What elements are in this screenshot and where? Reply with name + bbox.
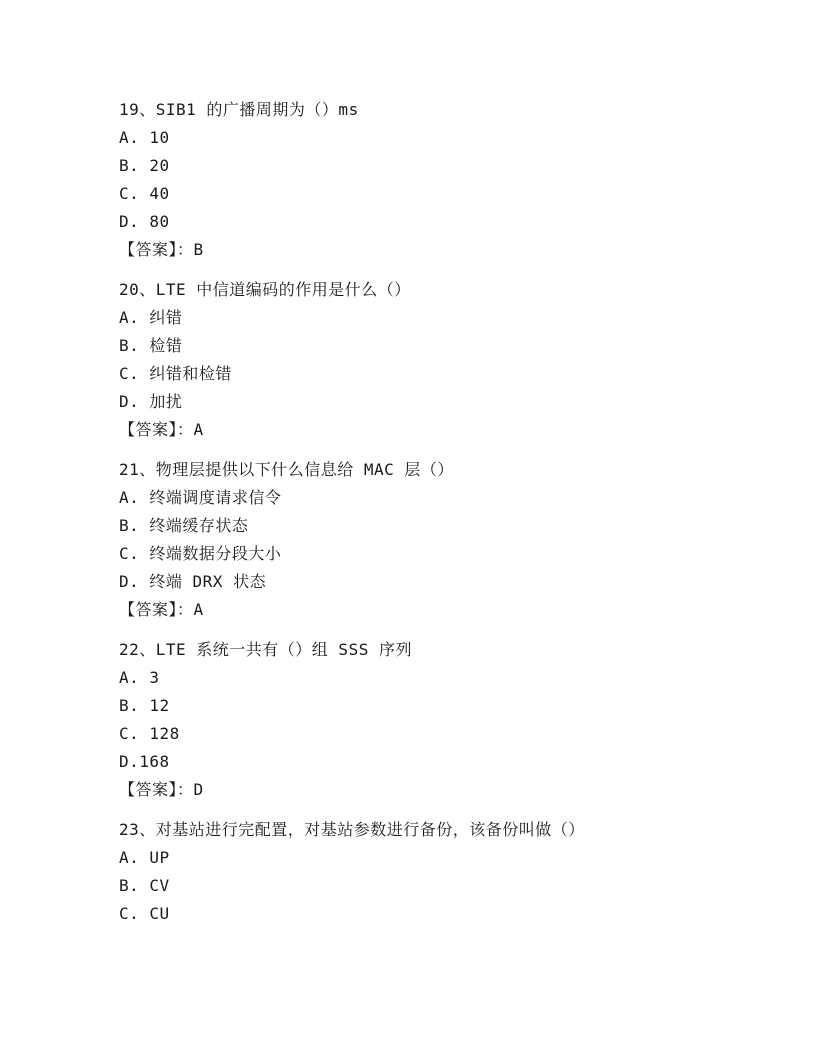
question-title: 22、LTE 系统一共有（）组 SSS 序列 <box>119 640 412 659</box>
option-c: C. 终端数据分段大小 <box>119 544 282 563</box>
option-c: C. CU <box>119 904 170 923</box>
question-19 <box>119 96 719 264</box>
option-a: A. 终端调度请求信令 <box>119 488 282 507</box>
answer-line: 【答案】：A <box>119 420 204 439</box>
option-a: A. 3 <box>119 668 160 687</box>
question-list <box>119 96 719 940</box>
option-d: D.168 <box>119 752 170 771</box>
option-c: C. 纠错和检错 <box>119 364 232 383</box>
option-b: B. 检错 <box>119 336 183 355</box>
option-b: B. CV <box>119 876 170 895</box>
question-23 <box>119 816 719 928</box>
question-title: 23、对基站进行完配置，对基站参数进行备份，该备份叫做（） <box>119 820 585 839</box>
question-20 <box>119 276 719 444</box>
option-a: A. 纠错 <box>119 308 183 327</box>
answer-line: 【答案】：D <box>119 780 204 799</box>
option-c: C. 128 <box>119 724 180 743</box>
question-title: 20、LTE 中信道编码的作用是什么（） <box>119 280 411 299</box>
option-a: A. 10 <box>119 128 170 147</box>
question-title: 19、SIB1 的广播周期为（）ms <box>119 100 359 119</box>
question-title: 21、物理层提供以下什么信息给 MAC 层（） <box>119 460 454 479</box>
answer-line: 【答案】：B <box>119 240 204 259</box>
option-a: A. UP <box>119 848 170 867</box>
option-c: C. 40 <box>119 184 170 203</box>
option-b: B. 12 <box>119 696 170 715</box>
option-d: D. 加扰 <box>119 392 183 411</box>
answer-line: 【答案】：A <box>119 600 204 619</box>
option-d: D. 终端 DRX 状态 <box>119 572 267 591</box>
question-22 <box>119 636 719 804</box>
question-21 <box>119 456 719 624</box>
option-b: B. 终端缓存状态 <box>119 516 249 535</box>
option-d: D. 80 <box>119 212 170 231</box>
option-b: B. 20 <box>119 156 170 175</box>
